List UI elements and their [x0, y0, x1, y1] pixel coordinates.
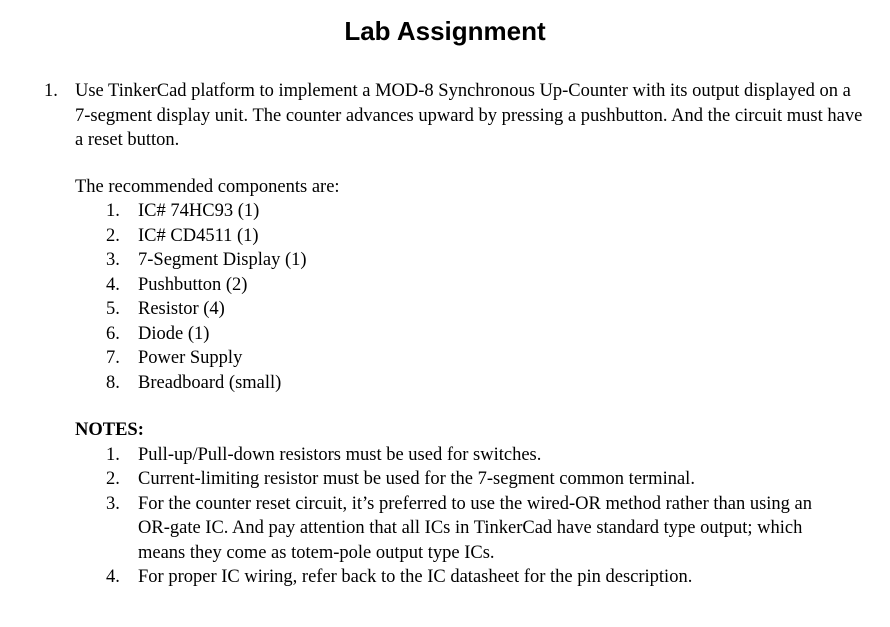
note-number: 1. [106, 444, 120, 465]
component-text: Breadboard (small) [138, 372, 282, 393]
component-item [75, 199, 864, 224]
component-text: Resistor (4) [138, 299, 225, 319]
component-item [75, 248, 864, 273]
component-number: 6. [106, 323, 120, 344]
component-number: 8. [106, 372, 120, 393]
component-item [75, 322, 864, 347]
component-number: 1. [106, 201, 120, 221]
assignment-number: 1. [44, 81, 58, 101]
note-item [75, 443, 864, 468]
note-text: Current-limiting resistor must be used for the 7-segment common terminal. [138, 469, 695, 489]
component-item [75, 371, 864, 396]
component-item [75, 273, 864, 298]
assignment-description: Use TinkerCad platform to implement a MOD-8 Synchronous Up-Counter with its output displayed on a 7-segment display unit. The counter advances upward by pressing a pushbutton. And the circuit must have a reset button. [75, 81, 863, 150]
note-number: 4. [106, 567, 120, 587]
notes-heading: NOTES: [75, 420, 144, 440]
components-intro: The recommended components are: [75, 176, 340, 197]
note-text: For proper IC wiring, refer back to the IC datasheet for the pin description. [138, 567, 693, 587]
component-number: 4. [106, 274, 120, 295]
component-item [75, 297, 864, 322]
note-number: 3. [106, 493, 120, 514]
note-text: Pull-up/Pull-down resistors must be used for switches. [138, 444, 542, 465]
component-text: Power Supply [138, 348, 243, 368]
components-list [75, 199, 864, 395]
assignment-body [75, 79, 864, 590]
component-text: IC# CD4511 (1) [138, 225, 259, 246]
page-title: Lab Assignment [344, 16, 546, 46]
note-number: 2. [106, 469, 120, 489]
assignment-item [44, 79, 864, 590]
note-item [75, 565, 864, 590]
component-number: 5. [106, 299, 120, 319]
component-item [75, 346, 864, 371]
component-number: 2. [106, 225, 120, 246]
component-text: Pushbutton (2) [138, 274, 248, 295]
component-number: 7. [106, 348, 120, 368]
component-number: 3. [106, 250, 120, 270]
note-item [75, 467, 864, 492]
component-item [75, 224, 864, 249]
notes-list [75, 443, 864, 590]
note-text: For the counter reset circuit, it’s preferred to use the wired-OR method rather than using an OR-gate IC. And pay attention that all ICs in TinkerCad have standard type output; which means they come as totem-pole output type ICs. [138, 493, 813, 563]
component-text: IC# 74HC93 (1) [138, 201, 260, 221]
component-text: 7-Segment Display (1) [138, 250, 307, 270]
note-item [75, 492, 864, 566]
component-text: Diode (1) [138, 323, 210, 344]
